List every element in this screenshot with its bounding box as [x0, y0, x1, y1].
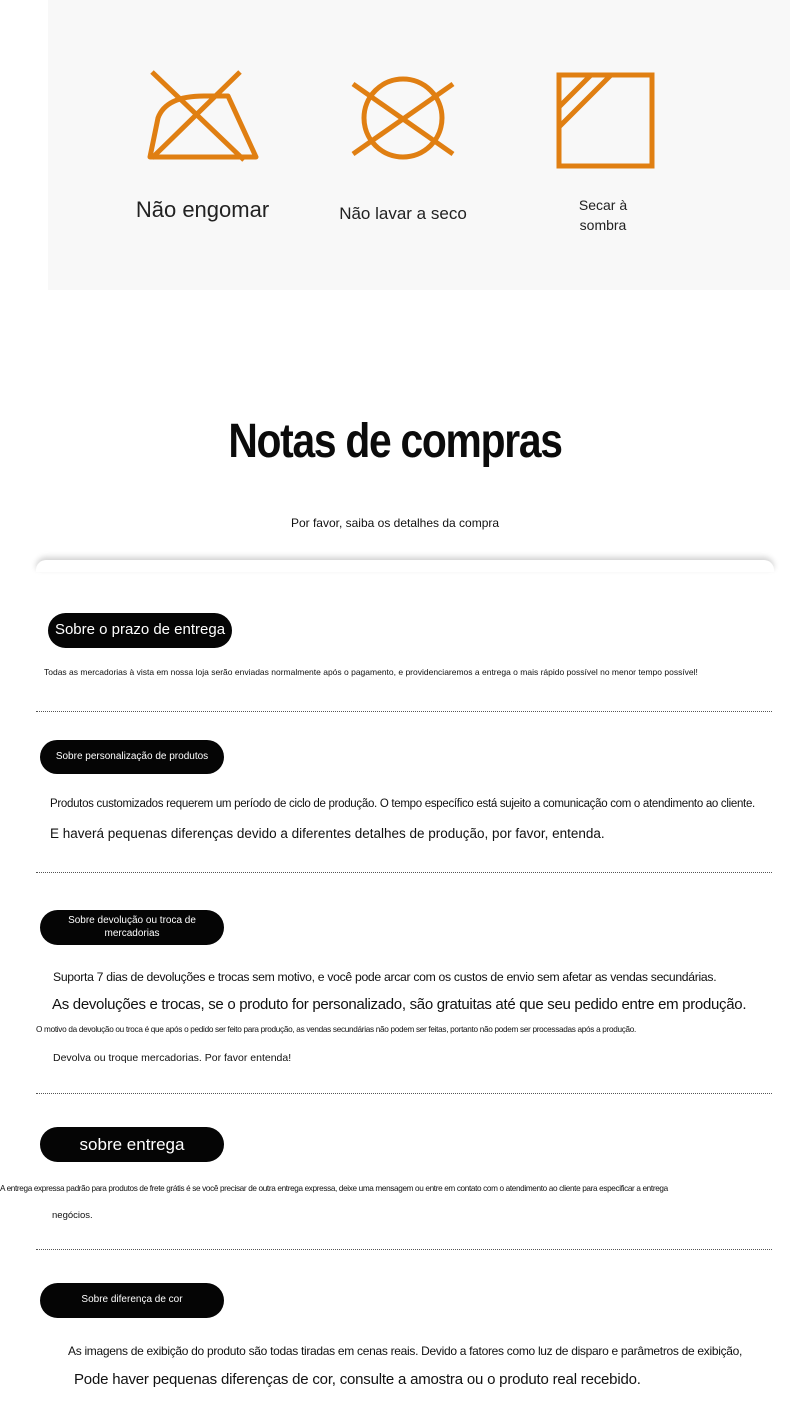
no-dry-clean-icon — [350, 76, 456, 160]
care-label-no-iron: Não engomar — [135, 197, 270, 222]
heading-delivery-time — [48, 613, 232, 648]
returns-text-line3: O motivo da devolução ou troca é que após o pedido ser feito para produção, as vendas secundárias não podem ser feitas, portanto não podem ser processadas após a produção. — [36, 1025, 637, 1034]
section-card-top — [36, 560, 774, 572]
delivery-time-text: Todas as mercadorias à vista em nossa loja serão enviadas normalmente após o pagamento, e providenciaremos a entrega o mais rápido possível no menor tempo possível! — [44, 667, 698, 677]
heading-returns-line1: Sobre devolução ou troca de — [68, 915, 196, 926]
care-label-dry-shade-line1: Secar à — [578, 197, 628, 213]
section-divider — [36, 872, 772, 873]
care-label-dry-shade — [553, 195, 653, 235]
heading-delivery-time-label: Sobre o prazo de entrega — [54, 621, 226, 639]
care-label-dry-shade-line2: sombra — [579, 217, 627, 233]
heading-shipping — [40, 1127, 224, 1162]
section-divider — [36, 1249, 772, 1250]
heading-returns — [40, 910, 224, 945]
color-difference-text-line2: Pode haver pequenas diferenças de cor, consulte a amostra ou o produto real recebido. — [74, 1371, 641, 1388]
no-iron-icon — [144, 68, 262, 162]
heading-color-difference — [40, 1283, 224, 1318]
customization-text-line1: Produtos customizados requerem um período de ciclo de produção. O tempo específico está sujeito a comunicação com o atendimento ao cliente. — [50, 798, 755, 810]
shipping-text-line2: negócios. — [52, 1210, 93, 1221]
heading-color-difference-label: Sobre diferença de cor — [81, 1294, 183, 1306]
page-title: Notas de compras — [228, 415, 562, 468]
heading-customization — [40, 740, 224, 774]
returns-text-line2: As devoluções e trocas, se o produto for personalizado, são gratuitas até que seu pedido entre em produção. — [52, 996, 747, 1013]
customization-text-line2: E haverá pequenas diferenças devido a diferentes detalhes de produção, por favor, entenda. — [50, 826, 605, 841]
care-label-no-dry-clean: Não lavar a seco — [339, 204, 467, 223]
color-difference-text-line1: As imagens de exibição do produto são todas tiradas em cenas reais. Devido a fatores como luz de disparo e parâmetros de exibição, — [68, 1344, 743, 1358]
page-subtitle: Por favor, saiba os detalhes da compra — [290, 516, 500, 530]
heading-shipping-label: sobre entrega — [79, 1134, 185, 1154]
section-divider — [36, 1093, 772, 1094]
returns-text-line1: Suporta 7 dias de devoluções e trocas sem motivo, e você pode arcar com os custos de envio sem afetar as vendas secundárias. — [53, 970, 717, 984]
shipping-text-line1: A entrega expressa padrão para produtos de frete grátis é se você precisar de outra entrega expressa, deixe uma mensagem ou entre em contato com o atendimento ao cliente para especificar a entrega — [0, 1184, 668, 1193]
section-divider — [36, 711, 772, 712]
dry-in-shade-icon — [556, 72, 656, 170]
heading-returns-line2: mercadorias — [104, 927, 160, 939]
heading-customization-label: Sobre personalização de produtos — [55, 750, 209, 762]
returns-text-line4: Devolva ou troque mercadorias. Por favor entenda! — [53, 1052, 292, 1064]
